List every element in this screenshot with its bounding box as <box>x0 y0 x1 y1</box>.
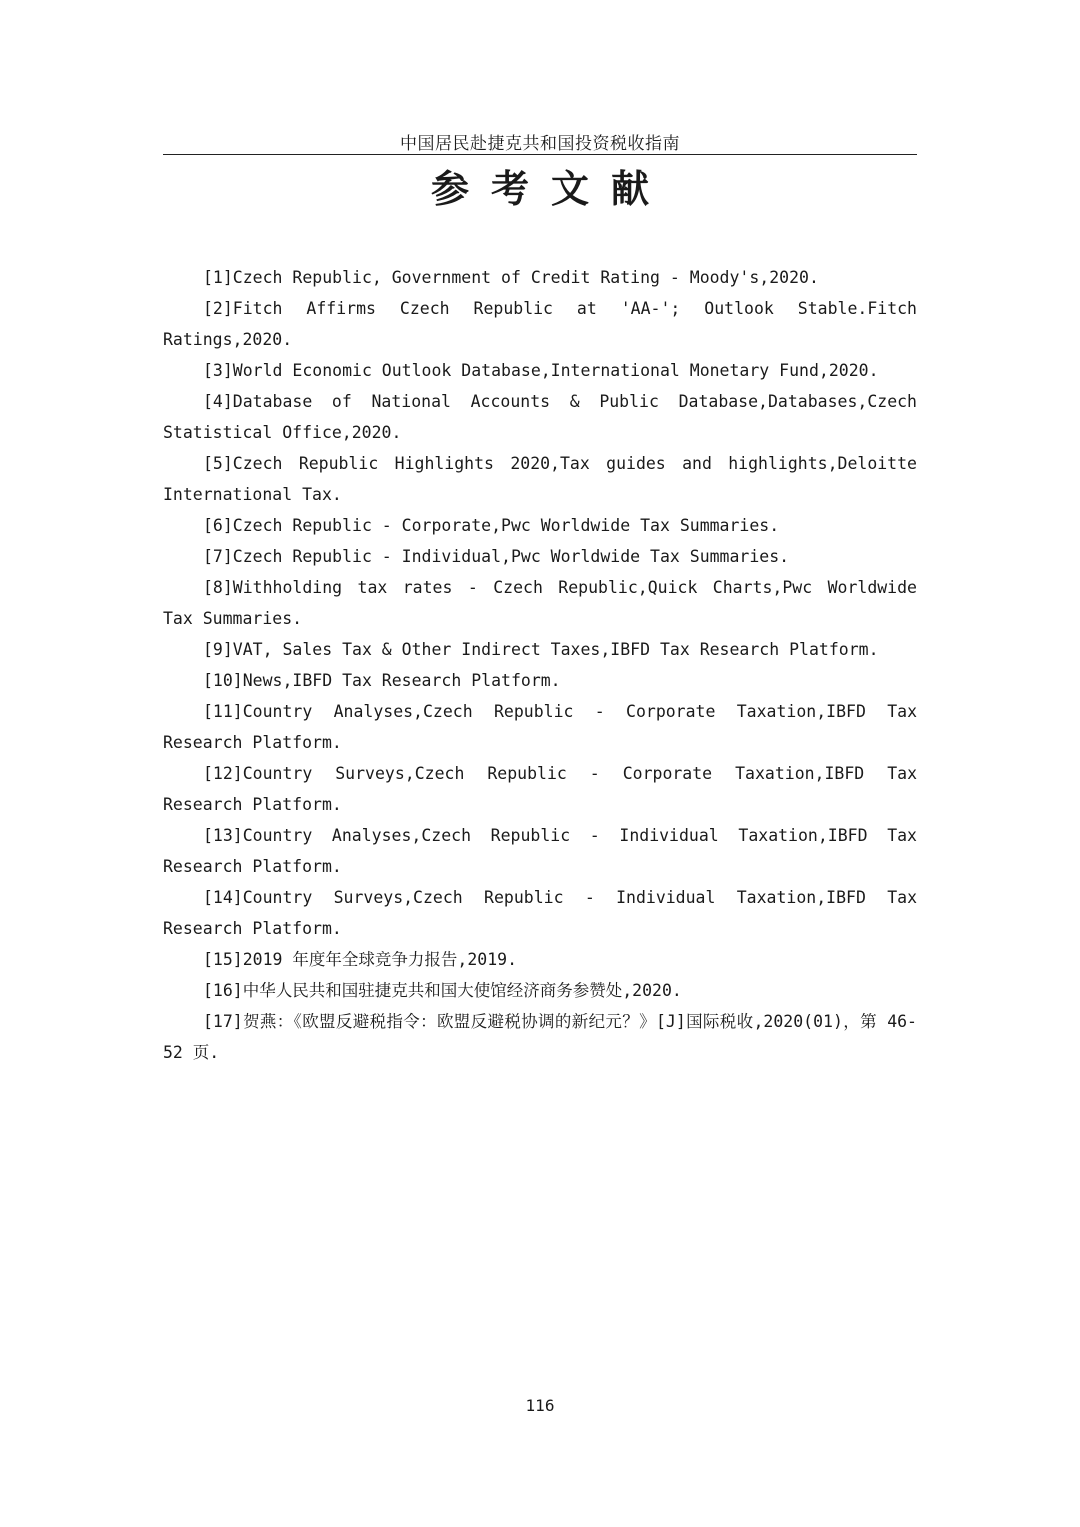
reference-item-6: [6]Czech Republic - Corporate,Pwc Worldwide Tax Summaries. <box>203 516 780 535</box>
running-header: 中国居民赴捷克共和国投资税收指南 <box>400 134 680 154</box>
reference-item-17: [17]贺燕：《欧盟反避税指令：欧盟反避税协调的新纪元？》[J]国际税收,2020(01)，第 46-52 页. <box>163 1012 917 1062</box>
reference-item-3: [3]World Economic Outlook Database,International Monetary Fund,2020. <box>203 361 879 380</box>
page-title: 参考文献 <box>430 167 671 211</box>
reference-item-15: [15]2019 年度年全球竞争力报告,2019. <box>203 950 518 969</box>
reference-item-1: [1]Czech Republic, Government of Credit Rating - Moody's,2020. <box>203 268 819 287</box>
reference-item-2: [2]Fitch Affirms Czech Republic at 'AA-'; Outlook Stable.Fitch Ratings,2020. <box>163 299 917 349</box>
reference-item-13: [13]Country Analyses,Czech Republic - Individual Taxation,IBFD Tax Research Platform. <box>163 826 917 876</box>
reference-item-16: [16]中华人民共和国驻捷克共和国大使馆经济商务参赞处,2020. <box>203 981 682 1000</box>
page-number: 116 <box>525 1396 555 1415</box>
reference-item-14: [14]Country Surveys,Czech Republic - Individual Taxation,IBFD Tax Research Platform. <box>163 888 917 938</box>
reference-item-11: [11]Country Analyses,Czech Republic - Corporate Taxation,IBFD Tax Research Platform. <box>163 702 917 752</box>
reference-item-7: [7]Czech Republic - Individual,Pwc Worldwide Tax Summaries. <box>203 547 790 566</box>
reference-item-8: [8]Withholding tax rates - Czech Republic,Quick Charts,Pwc Worldwide Tax Summaries. <box>163 578 917 628</box>
reference-item-4: [4]Database of National Accounts & Public Database,Databases,Czech Statistical Office,2020. <box>163 392 917 442</box>
reference-list <box>163 262 917 1068</box>
reference-item-12: [12]Country Surveys,Czech Republic - Corporate Taxation,IBFD Tax Research Platform. <box>163 764 917 814</box>
reference-item-10: [10]News,IBFD Tax Research Platform. <box>203 671 561 690</box>
reference-item-5: [5]Czech Republic Highlights 2020,Tax guides and highlights,Deloitte International Tax. <box>163 454 917 504</box>
header-divider <box>163 154 917 155</box>
reference-item-9: [9]VAT, Sales Tax & Other Indirect Taxes,IBFD Tax Research Platform. <box>203 640 879 659</box>
